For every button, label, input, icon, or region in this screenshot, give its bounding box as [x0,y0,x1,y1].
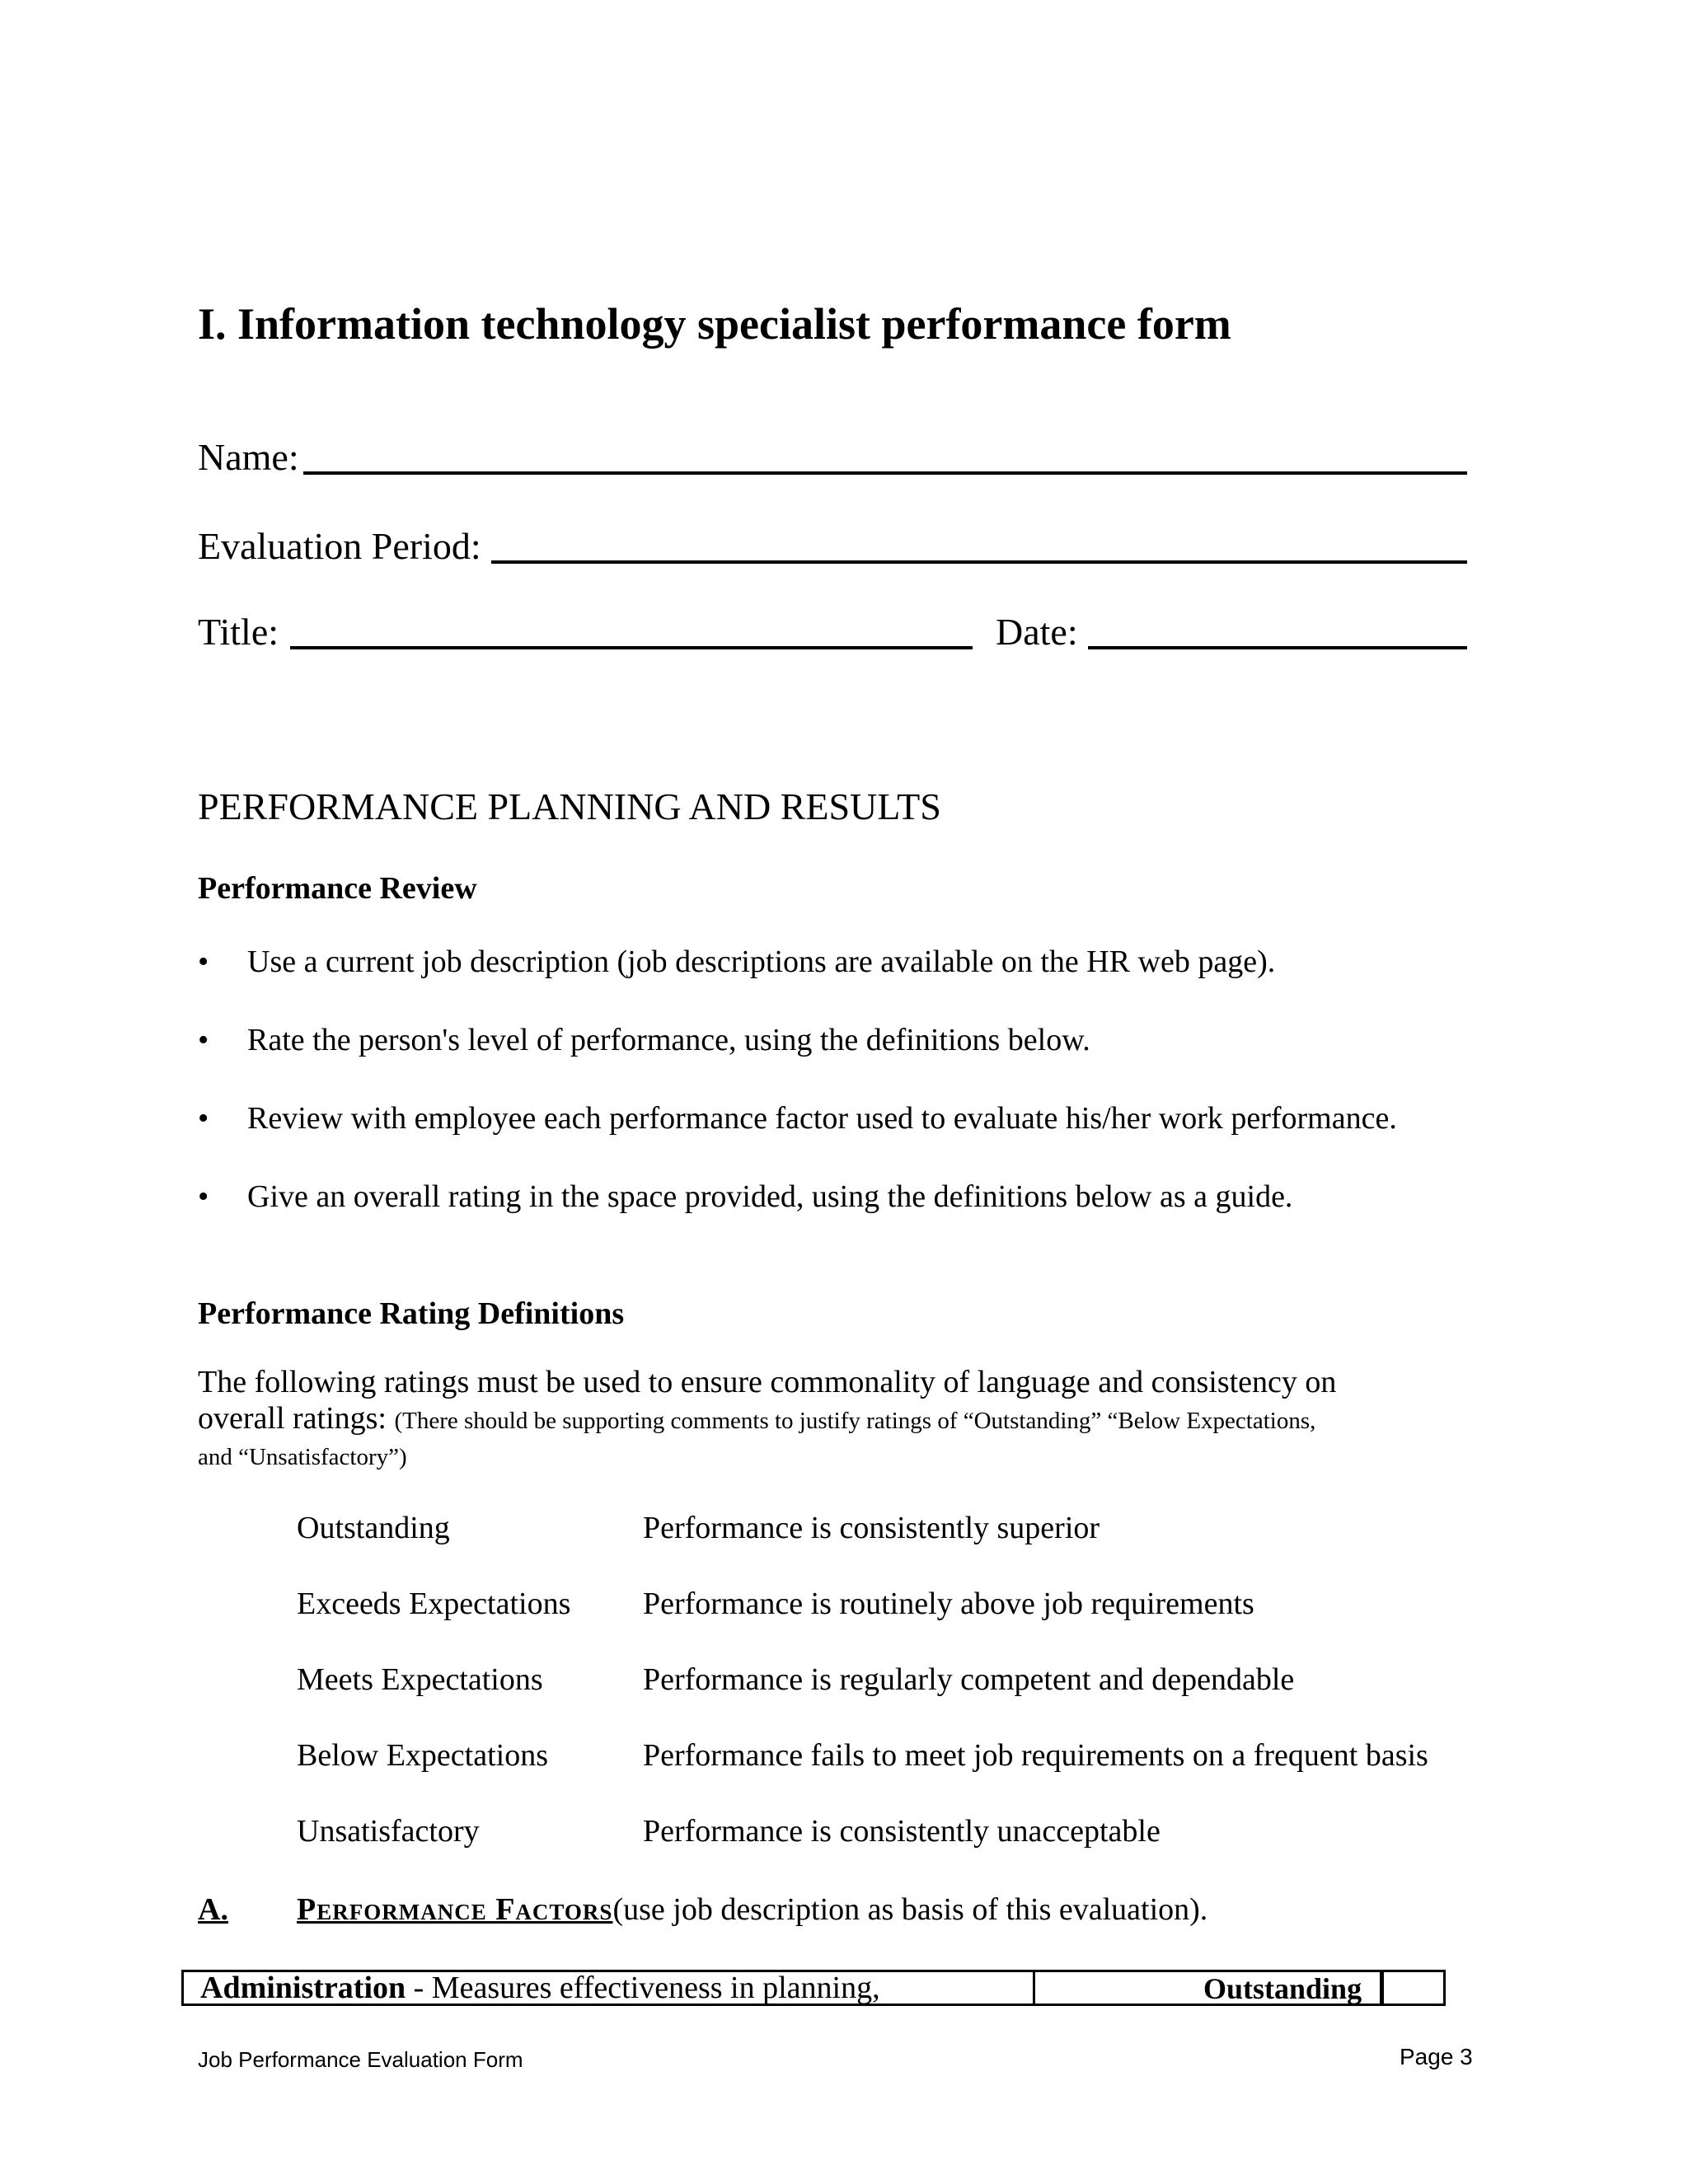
rating-description: Performance is consistently superior [643,1511,1100,1545]
outstanding-checkbox[interactable] [1381,1970,1446,2006]
list-item: • Review with employee each performance factor used to evaluate his/her work performance. [198,1101,1397,1136]
list-item: • Give an overall rating in the space provided, using the definitions below as a guide. [198,1179,1293,1214]
rating-name: Outstanding [297,1511,450,1545]
rating-definitions-heading: Performance Rating Definitions [198,1296,625,1331]
rating-definitions-intro [198,1364,1484,1475]
rating-name: Unsatisfactory [297,1814,480,1849]
performance-factors-heading [198,1891,1207,1928]
bullet-icon: • [198,1023,209,1057]
intro-note-continued: and “Unsatisfactory”) [198,1444,407,1470]
evaluation-period-field-row [198,524,1467,574]
table-row [297,1510,1500,1586]
date-label: Date: [996,611,1078,653]
rating-description: Performance is regularly competent and dependable [643,1662,1295,1697]
evaluation-period-label: Evaluation Period: [198,525,481,567]
rating-name: Exceeds Expectations [297,1586,571,1621]
list-item: • Use a current job description (job descriptions are available on the HR web page). [198,944,1276,979]
administration-factor-cell [181,1970,1035,2006]
evaluation-period-input-line[interactable] [491,524,1467,564]
section-letter: A. [198,1892,228,1927]
name-field-row [198,435,1467,485]
footer-form-name: Job Performance Evaluation Form [198,2047,523,2072]
title-date-field-row [198,610,1467,659]
table-row [297,1813,1500,1889]
section-heading: PERFORMANCE PLANNING AND RESULTS [198,785,941,827]
rating-definitions-table [297,1510,1500,1889]
rating-name: Below Expectations [297,1738,548,1773]
performance-review-heading: Performance Review [198,871,477,906]
intro-main-text: overall ratings: [198,1401,387,1436]
list-item: • Rate the person's level of performance, using the definitions below. [198,1023,1090,1057]
bullet-icon: • [198,944,209,979]
name-input-line[interactable] [303,435,1467,475]
footer-page-number: Page 3 [1400,2044,1473,2069]
form-title: I. Information technology specialist performance form [198,299,1231,349]
rating-description: Performance is consistently unacceptable [643,1814,1160,1849]
rating-description: Performance is routinely above job requirements [643,1586,1254,1621]
performance-factors-title: Performance Factors [297,1892,613,1927]
table-row [297,1661,1500,1737]
intro-note: (There should be supporting comments to justify ratings of “Outstanding” “Below Expectations, [394,1408,1316,1434]
performance-factors-note: (use job description as basis of this evaluation). [612,1892,1208,1927]
review-bullet-list [198,944,1484,1257]
name-label: Name: [198,436,299,478]
title-input-line[interactable] [290,610,973,649]
title-label: Title: [198,611,279,653]
administration-label: Administration [200,1971,406,2005]
bullet-icon: • [198,1179,209,1214]
intro-line: The following ratings must be used to ensure commonality of language and consistency on [198,1365,1337,1399]
date-input-line[interactable] [1088,610,1467,649]
rating-description: Performance fails to meet job requirements on a frequent basis [643,1738,1428,1773]
table-row [297,1737,1500,1813]
outstanding-rating-label: Outstanding [1203,1972,1362,2005]
administration-description: - Measures effectiveness in planning, [406,1971,880,2005]
table-row [297,1586,1500,1661]
intro-line [198,1400,1484,1439]
bullet-icon: • [198,1101,209,1136]
rating-name: Meets Expectations [297,1662,543,1697]
